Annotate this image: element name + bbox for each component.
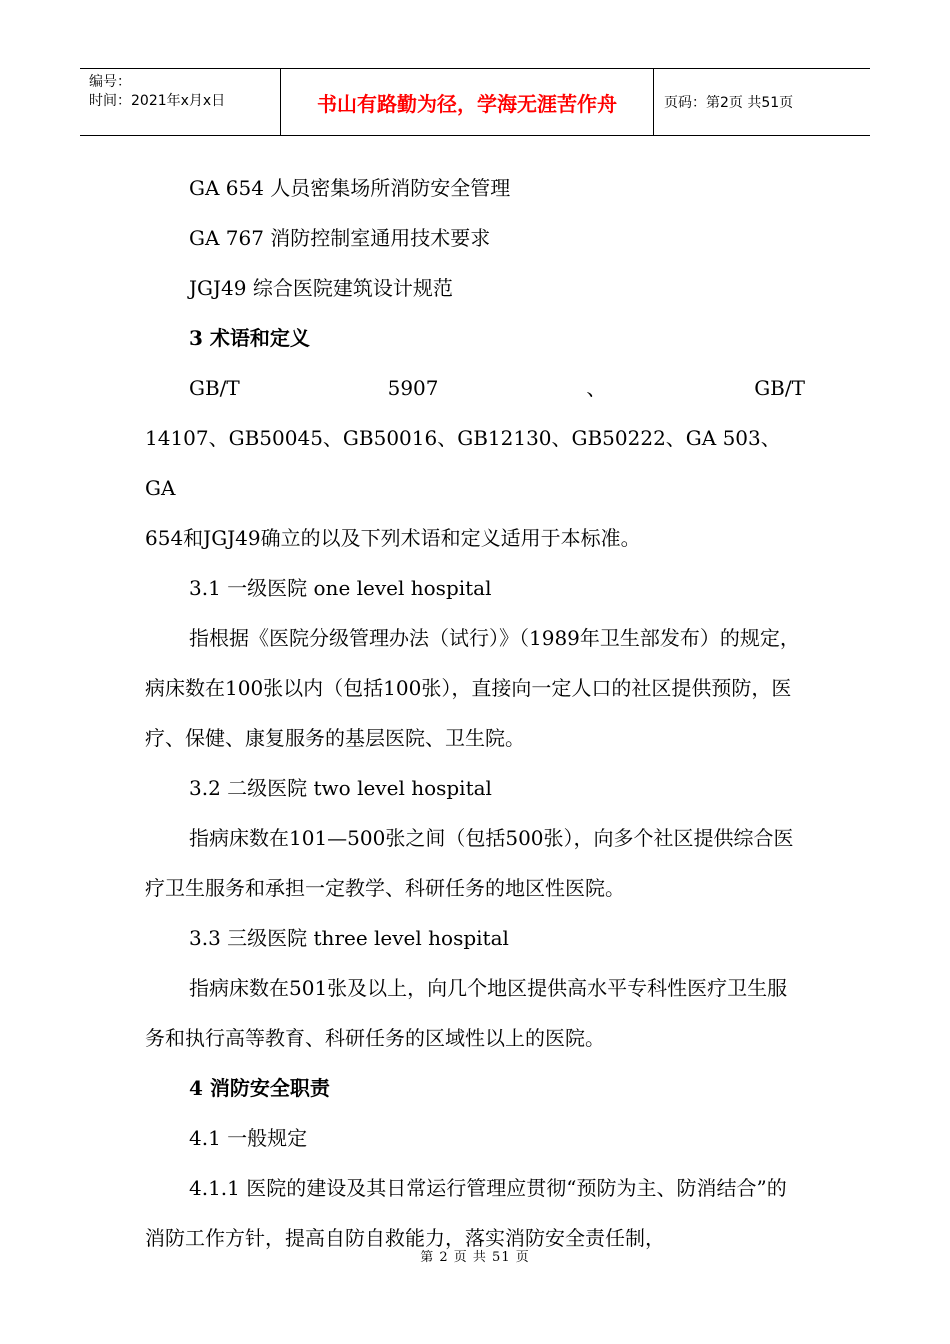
section-heading: 3 术语和定义 (189, 326, 310, 350)
text-fragment: GB/T (189, 376, 240, 400)
number-label: 编号： (89, 74, 131, 90)
text-fragment: 5907 (387, 376, 439, 400)
subsection-heading: 3.2 二级医院 two level hospital (189, 776, 492, 800)
paragraph: 4.1.1 医院的建设及其日常运行管理应贯彻“预防为主、防消结合”的消防工作方针，提高自防自救能力，落实消防安全责任制， (145, 1176, 787, 1250)
paragraph: 指病床数在101—500张之间（包括500张），向多个社区提供综合医疗卫生服务和承担一定教学、科研任务的地区性医院。 (145, 826, 794, 900)
subsection-heading: 4.1 一般规定 (189, 1126, 308, 1150)
header-page-info: 页码：第2页 共51页 (664, 95, 794, 111)
paragraph-line (145, 363, 805, 413)
section-heading: 4 消防安全职责 (189, 1076, 330, 1100)
standard-ref: JGJ49 综合医院建筑设计规范 (189, 276, 453, 300)
page-footer: 第 2 页 共 51 页 (420, 1250, 530, 1265)
text-fragment: GB/T (754, 376, 805, 400)
time-label: 时间：2021年x月x日 (89, 93, 226, 109)
document-body (145, 163, 805, 1263)
page-header (80, 68, 870, 136)
header-meta (80, 69, 281, 135)
subsection-heading: 3.1 一级医院 one level hospital (189, 576, 492, 600)
paragraph: 指根据《医院分级管理办法（试行）》（1989年卫生部发布）的规定，病床数在100张以内（包括100张），直接向一定人口的社区提供预防，医疗、保健、康复服务的基层医院、卫生院。 (145, 626, 800, 750)
standard-ref: GA 654 人员密集场所消防安全管理 (189, 176, 511, 200)
paragraph-line: 14107、GB50045、GB50016、GB12130、GB50222、GA 503、GA (145, 426, 781, 500)
header-motto: 书山有路勤为径，学海无涯苦作舟 (281, 69, 654, 135)
text-fragment: 、 (586, 376, 607, 400)
subsection-heading: 3.3 三级医院 three level hospital (189, 926, 509, 950)
standard-ref: GA 767 消防控制室通用技术要求 (189, 226, 491, 250)
paragraph: 指病床数在501张及以上，向几个地区提供高水平专科性医疗卫生服务和执行高等教育、科研任务的区域性以上的医院。 (145, 976, 788, 1050)
paragraph-line: 654和JGJ49确立的以及下列术语和定义适用于本标准。 (145, 526, 641, 550)
